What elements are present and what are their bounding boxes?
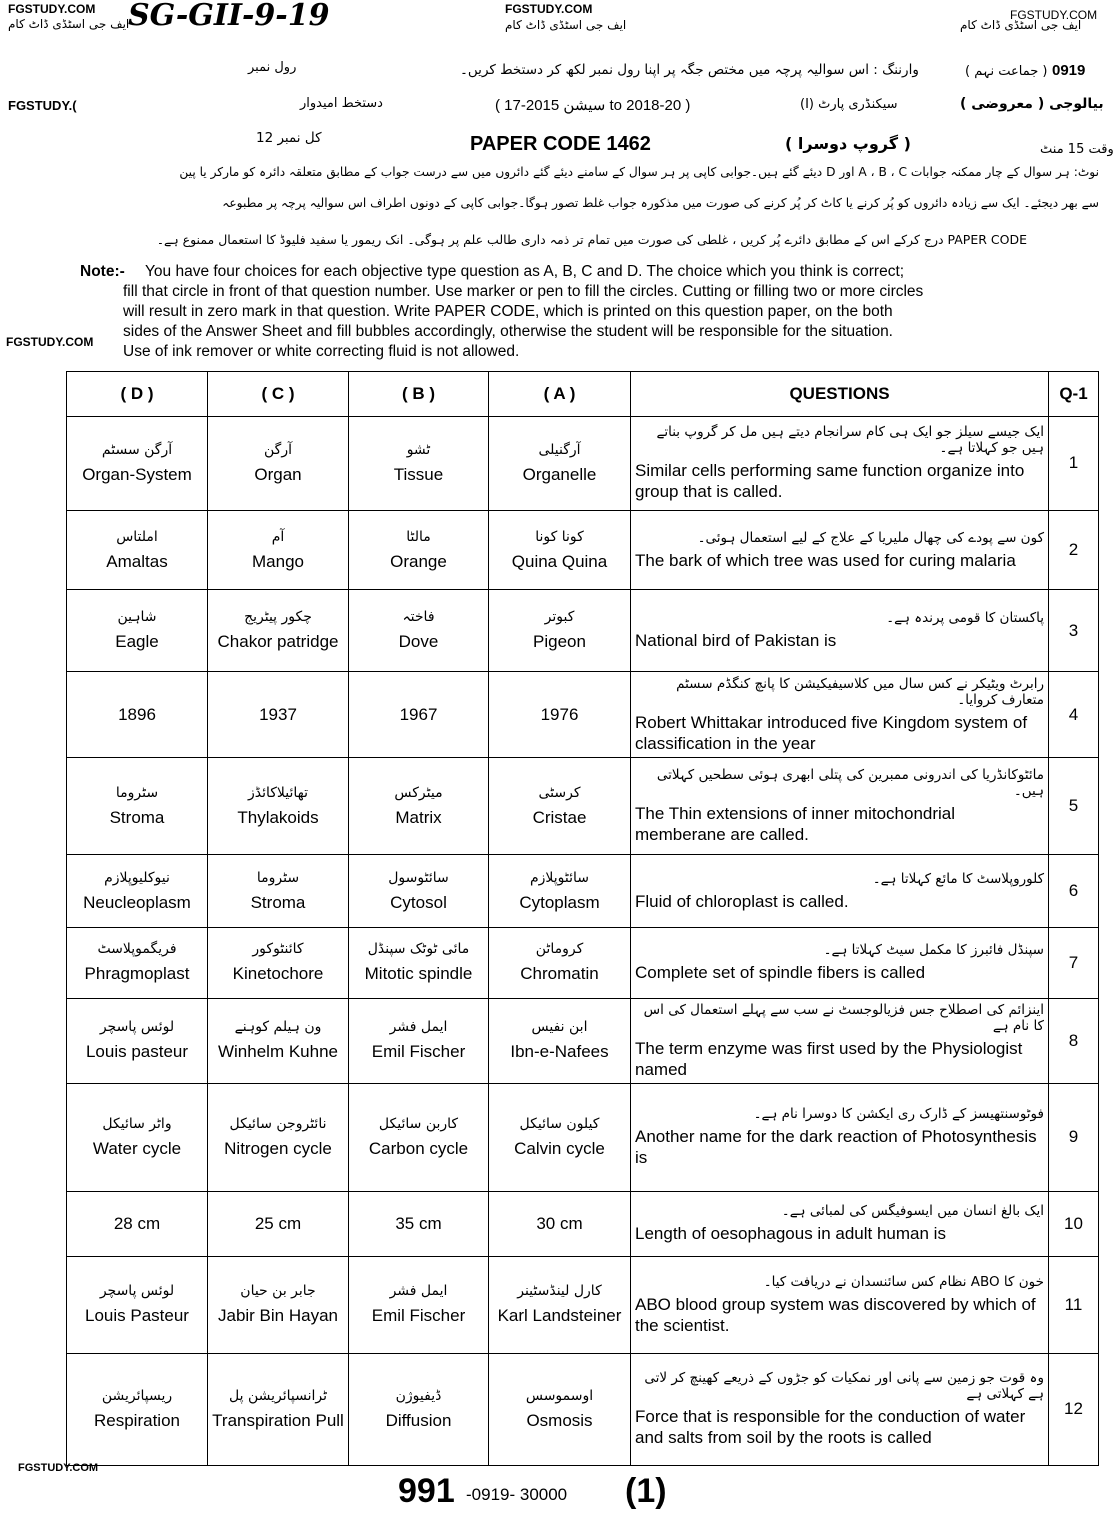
option-c-cell: [208, 510, 349, 590]
option-b-cell: [349, 510, 489, 590]
option-c-urdu: ٹرانسپائریشن پل: [229, 1387, 327, 1404]
option-a-cell: [489, 417, 631, 511]
option-a-cell: [489, 1353, 631, 1465]
header-option-b: ( B ): [349, 372, 489, 417]
footer-page-number: (1): [625, 1472, 667, 1510]
option-d-text: Eagle: [115, 632, 159, 652]
option-b-cell: [349, 927, 489, 998]
option-a-cell: [489, 1191, 631, 1256]
question-urdu: وہ قوت جو زمین سے پانی اور نمکیات کو جڑوں کے ذریعے کھینچ کر لاتی ہے کہلاتی ہے: [644, 1370, 1044, 1403]
warning-text: وارننگ : اس سوالیہ پرچہ میں مختص جگہ پر اپنا رول نمبر لکھ کر دستخط کریں۔: [460, 62, 919, 78]
option-c-text: Nitrogen cycle: [224, 1138, 332, 1158]
option-a-cell: [489, 1256, 631, 1353]
option-d-cell: [67, 510, 208, 590]
option-b-cell: [349, 417, 489, 511]
watermark-urdu-right: ایف جی اسٹڈی ڈاٹ کام: [960, 18, 1082, 32]
option-b-cell: [349, 758, 489, 855]
option-d-cell: [67, 855, 208, 927]
table-row: [67, 590, 1099, 672]
option-c-text: Chakor patridge: [217, 632, 339, 652]
watermark-top-center: FGSTUDY.COM: [505, 2, 593, 16]
option-c-cell: [208, 417, 349, 511]
watermark-top-left: FGSTUDY.COM: [8, 2, 96, 16]
option-b-text: 1967: [399, 705, 438, 725]
option-d-urdu: واٹر سائیکل: [102, 1115, 172, 1132]
table-row: [67, 999, 1099, 1084]
question-urdu: اینزائم کی اصطلاح جس فزیالوجسٹ نے سب سے پہلے استعمال کی اس کا نام ہے: [643, 1001, 1044, 1034]
watermark-urdu-center: ایف جی اسٹڈی ڈاٹ کام: [505, 18, 627, 32]
option-c-cell: [208, 927, 349, 998]
option-c-urdu: جابر بن حیان: [240, 1283, 316, 1300]
option-d-cell: [67, 590, 208, 672]
question-cell: [631, 855, 1049, 927]
class-label: ( جماعت نہم ): [965, 64, 1048, 79]
option-a-text: Ibn-e-Nafees: [510, 1042, 609, 1062]
footer-subcode: -0919- 30000: [466, 1485, 568, 1504]
question-english: The term enzyme was first used by the Physiologist named: [635, 1038, 1023, 1079]
option-b-text: Emil Fischer: [371, 1042, 466, 1062]
option-d-cell: [67, 927, 208, 998]
option-d-text: 28 cm: [113, 1214, 161, 1234]
session-text: ( سیشن 2015-17 to 2018-20 ): [495, 97, 691, 114]
table-row: [67, 1191, 1099, 1256]
option-c-text: 1937: [259, 705, 297, 725]
option-b-cell: [349, 855, 489, 927]
option-b-urdu: ایمل فشر: [389, 1019, 448, 1036]
table-row: [67, 1256, 1099, 1353]
question-cell: [631, 671, 1049, 758]
question-cell: [631, 590, 1049, 672]
table-row: [67, 758, 1099, 855]
option-c-text: Winhelm Kuhne: [217, 1042, 338, 1062]
question-english: Force that is responsible for the conduction of water and salts from soil by the roots is called: [635, 1407, 1026, 1448]
watermark-left-upper: FGSTUDY.(: [8, 98, 77, 113]
option-a-cell: [489, 590, 631, 672]
option-d-urdu: لوئس پاسچر: [99, 1019, 175, 1036]
option-c-text: Mango: [252, 551, 304, 571]
option-b-text: Mitotic spindle: [364, 964, 473, 984]
option-c-cell: [208, 590, 349, 672]
option-b-urdu: مالٹا: [406, 528, 431, 545]
option-b-text: Carbon cycle: [368, 1138, 469, 1158]
question-cell: [631, 927, 1049, 998]
option-c-text: Organ: [254, 464, 302, 484]
question-english: The bark of which tree was used for curing malaria: [635, 550, 1016, 570]
option-d-text: Neucleoplasm: [83, 892, 191, 912]
option-d-urdu: املتاس: [116, 528, 158, 545]
option-d-cell: [67, 999, 208, 1084]
option-d-text: 1896: [118, 705, 156, 725]
table-row: [67, 1353, 1099, 1465]
code-number: 0919: [1052, 62, 1086, 79]
header-questions: QUESTIONS: [631, 372, 1049, 417]
question-cell: [631, 1083, 1049, 1191]
option-d-urdu: فریگموپلاسٹ: [97, 941, 177, 958]
header-option-a: ( A ): [489, 372, 631, 417]
option-b-cell: [349, 1191, 489, 1256]
note-line-3: will result in zero mark in that question. Write PAPER CODE, which is printed on this question paper, on the both: [123, 303, 893, 320]
question-urdu: ایک بالغ انسان میں ایسوفیگس کی لمبائی ہے۔: [781, 1203, 1044, 1220]
option-b-cell: [349, 1353, 489, 1465]
note-line-5: Use of ink remover or white correcting fluid is not allowed.: [123, 343, 520, 360]
option-b-cell: [349, 1083, 489, 1191]
option-b-urdu: ٹشو: [406, 441, 431, 458]
question-number: 9: [1049, 1083, 1099, 1191]
option-d-cell: [67, 1353, 208, 1465]
option-d-cell: [67, 1083, 208, 1191]
option-c-urdu: نائٹروجن سائیکل: [229, 1115, 327, 1132]
table-row: [67, 671, 1099, 758]
option-c-urdu: سٹروما: [256, 869, 300, 886]
option-a-text: Osmosis: [526, 1410, 593, 1430]
option-d-cell: [67, 1256, 208, 1353]
table-row: [67, 510, 1099, 590]
option-a-urdu: کیلون سائیکل: [519, 1115, 600, 1132]
option-d-urdu: سٹروما: [115, 784, 159, 801]
footer-code: 991: [398, 1472, 455, 1510]
option-a-text: Quina Quina: [511, 551, 608, 571]
option-a-cell: [489, 999, 631, 1084]
option-a-text: Cytoplasm: [519, 892, 600, 912]
note-line-2: fill that circle in front of that question number. Use marker or pen to fill the circles. Cutting or filling two or more circles: [123, 283, 924, 300]
option-c-urdu: آم: [271, 528, 285, 545]
question-english: Robert Whittakar introduced five Kingdom system of classification in the year: [635, 712, 1028, 753]
questions-table: [66, 371, 1099, 1466]
option-d-cell: [67, 671, 208, 758]
candidate-sign-label: دستخط امیدوار: [300, 96, 383, 111]
option-d-text: Phragmoplast: [84, 964, 190, 984]
question-number: 4: [1049, 671, 1099, 758]
option-a-text: Organelle: [522, 464, 597, 484]
option-a-cell: [489, 758, 631, 855]
watermark-urdu-left: ایف جی اسٹڈی ڈاٹ کام: [8, 17, 130, 31]
option-c-text: 25 cm: [254, 1214, 302, 1234]
option-d-text: Respiration: [94, 1410, 180, 1430]
option-b-urdu: ایمل فشر: [389, 1283, 448, 1300]
watermark-bottom-left: FGSTUDY.COM: [18, 1462, 99, 1474]
option-c-cell: [208, 1083, 349, 1191]
option-d-cell: [67, 758, 208, 855]
question-number: 12: [1049, 1353, 1099, 1465]
table-header-row: [67, 372, 1099, 417]
part-label: سیکنڈری پارٹ (I): [800, 97, 898, 112]
option-d-text: Stroma: [109, 807, 165, 827]
question-number: 6: [1049, 855, 1099, 927]
urdu-note-line-1: نوٹ: ہر سوال کے چار ممکنہ جوابات A ، B ، C اور D دیئے گئے ہیں۔جوابی کاپی پر ہر سوال کے سامنے دیئے گئے دائروں میں سے درست جواب کے مطابق متعلقہ دائرہ کو مارکر یا پین: [179, 165, 1099, 179]
option-b-text: 35 cm: [395, 1214, 442, 1234]
option-d-urdu: ریسپائریشن: [101, 1387, 173, 1404]
option-d-cell: [67, 417, 208, 511]
option-a-urdu: کرسٹی: [538, 784, 581, 801]
question-cell: [631, 417, 1049, 511]
table-row: [67, 417, 1099, 511]
option-a-cell: [489, 1083, 631, 1191]
option-b-cell: [349, 671, 489, 758]
option-c-text: Kinetochore: [232, 964, 324, 984]
option-c-cell: [208, 1191, 349, 1256]
question-urdu: کون سے پودے کی چھال ملیریا کے علاج کے لیے استعمال ہوئی۔: [697, 529, 1044, 546]
option-d-text: Louis pasteur: [85, 1042, 189, 1062]
question-number: 11: [1049, 1256, 1099, 1353]
question-urdu: پاکستان کا قومی پرندہ ہے۔: [886, 610, 1044, 627]
option-d-urdu: نیوکلیوپلازم: [104, 869, 170, 886]
question-english: Fluid of chloroplast is called.: [635, 891, 849, 911]
question-cell: [631, 999, 1049, 1084]
note-line-4: sides of the Answer Sheet and fill bubbles accordingly, otherwise the student will be responsible for the situation.: [123, 323, 893, 340]
option-a-urdu: آرگنیلی: [538, 441, 581, 458]
urdu-note-line-2: سے بھر دیجئے۔ ایک سے زیادہ دائروں کو پُر کرنے یا کاٹ کر پُر کرنے کی صورت میں مذکورہ جواب غلط تصور ہوگا۔جوابی کاپی کے دونوں اطراف اس سوالیہ پرچہ پر مطبوعہ: [222, 196, 1099, 210]
roll-number-label: رول نمبر: [248, 60, 297, 75]
option-b-cell: [349, 999, 489, 1084]
option-c-urdu: آرگن: [264, 441, 292, 458]
question-number: 2: [1049, 510, 1099, 590]
paper-code-title: PAPER CODE 1462: [470, 133, 651, 155]
option-a-text: Calvin cycle: [514, 1138, 605, 1158]
time-label: وقت 15 منٹ: [1040, 142, 1114, 157]
option-a-urdu: اوسموسس: [525, 1387, 594, 1404]
option-b-urdu: کاربن سائیکل: [378, 1115, 459, 1132]
option-b-text: Orange: [390, 551, 447, 571]
question-english: National bird of Pakistan is: [635, 631, 837, 651]
option-d-cell: [67, 1191, 208, 1256]
subject-label: بیالوجی ( معروضی ): [960, 96, 1104, 112]
handwritten-code: SG-GII-9-19: [128, 0, 330, 33]
watermark-top-right: FGSTUDY.COM: [1010, 8, 1098, 22]
question-urdu: مائٹوکانڈریا کی اندرونی ممبرین کی پتلی ابھری ہوئی سطحیں کہلاتی ہیں۔: [656, 767, 1044, 800]
option-d-urdu: لوئس پاسچر: [99, 1283, 175, 1300]
option-a-urdu: ابن نفیس: [531, 1019, 588, 1036]
option-a-text: 30 cm: [536, 1214, 583, 1234]
question-english: Length of oesophagous in adult human is: [635, 1224, 946, 1244]
option-a-text: Pigeon: [533, 632, 586, 652]
option-b-urdu: میٹرکس: [394, 784, 443, 801]
option-b-urdu: مائی ٹوٹک سپنڈل: [367, 941, 470, 958]
option-b-cell: [349, 590, 489, 672]
question-english: Similar cells performing same function organize into group that is called.: [635, 461, 1025, 502]
option-c-text: Stroma: [250, 892, 306, 912]
option-b-cell: [349, 1256, 489, 1353]
urdu-note-line-3: PAPER CODE درج کرکے اس کے مطابق دائرے پُر کریں ، غلطی کی صورت میں تمام تر ذمہ داری طالب علم پر ہوگی۔ انک ریمور یا سفید فلیوڈ کا استعمال ممنوع ہے۔: [156, 232, 1027, 247]
table-row: [67, 1083, 1099, 1191]
option-b-text: Emil Fischer: [371, 1306, 466, 1326]
option-c-urdu: کائنٹوکور: [252, 941, 304, 958]
option-a-urdu: کونا کونا: [535, 528, 584, 545]
question-urdu: رابرٹ ویٹیکر نے کس سال میں کلاسیفیکیشن کا پانچ کنگڈم سسٹم متعارف کروایا۔: [676, 675, 1044, 708]
question-urdu: سپنڈل فائبرز کا مکمل سیٹ کہلاتا ہے۔: [823, 942, 1044, 959]
total-marks: کل نمبر 12: [256, 130, 322, 146]
header-option-c: ( C ): [208, 372, 349, 417]
question-cell: [631, 510, 1049, 590]
option-b-text: Dove: [398, 632, 439, 652]
question-number: 10: [1049, 1191, 1099, 1256]
option-d-text: Louis Pasteur: [85, 1306, 189, 1326]
option-a-urdu: کروماٹن: [535, 941, 584, 958]
option-a-text: 1976: [540, 705, 579, 725]
option-a-urdu: کبوتر: [544, 609, 575, 626]
option-b-text: Diffusion: [385, 1410, 452, 1430]
option-a-text: Chromatin: [520, 964, 599, 984]
option-a-text: Cristae: [532, 807, 587, 827]
question-cell: [631, 1256, 1049, 1353]
question-urdu: کلوروپلاسٹ کا مائع کہلاتا ہے۔: [872, 870, 1044, 887]
note-label: Note:-: [80, 263, 125, 280]
table-row: [67, 927, 1099, 998]
option-c-urdu: ون ہیلم کوہنے: [234, 1019, 322, 1036]
question-english: ABO blood group system was discovered by which of the scientist.: [635, 1294, 1036, 1335]
option-d-urdu: شاہین: [117, 609, 157, 626]
option-c-urdu: تھائیلاکائڈز: [247, 784, 309, 801]
question-number: 5: [1049, 758, 1099, 855]
question-number: 7: [1049, 927, 1099, 998]
header-q1: Q-1: [1049, 372, 1099, 417]
option-b-text: Tissue: [393, 464, 444, 484]
question-number: 3: [1049, 590, 1099, 672]
option-d-text: Amaltas: [106, 551, 168, 571]
question-english: The Thin extensions of inner mitochondrial memberane are called.: [635, 804, 956, 845]
note-line-1: You have four choices for each objective type question as A, B, C and D. The choice which you think is correct;: [145, 263, 905, 280]
option-a-cell: [489, 671, 631, 758]
question-english: Another name for the dark reaction of Photosynthesis is: [635, 1127, 1037, 1168]
option-d-text: Organ-System: [82, 464, 192, 484]
question-cell: [631, 1191, 1049, 1256]
table-row: [67, 855, 1099, 927]
question-number: 1: [1049, 417, 1099, 511]
option-c-cell: [208, 758, 349, 855]
option-b-urdu: فاختہ: [402, 609, 435, 626]
watermark-mid-left: FGSTUDY.COM: [6, 335, 94, 349]
option-c-cell: [208, 671, 349, 758]
option-c-text: Jabir Bin Hayan: [217, 1306, 338, 1326]
question-urdu: ایک جیسے سیلز جو ایک ہی کام سرانجام دیتے ہیں مل کر گروپ بناتے ہیں جو کہلاتا ہے۔: [656, 424, 1044, 457]
option-b-text: Cytosol: [390, 892, 447, 912]
option-a-cell: [489, 927, 631, 998]
option-d-text: Water cycle: [92, 1138, 182, 1158]
option-d-urdu: آرگن سسٹم: [101, 441, 173, 458]
question-english: Complete set of spindle fibers is called: [635, 963, 926, 983]
option-c-cell: [208, 999, 349, 1084]
question-urdu: فوٹوسنتھیسز کے ڈارک ری ایکشن کا دوسرا نام ہے۔: [753, 1106, 1044, 1123]
option-c-cell: [208, 855, 349, 927]
option-a-cell: [489, 855, 631, 927]
option-a-cell: [489, 510, 631, 590]
option-c-urdu: چکور پیٹریج: [244, 609, 312, 626]
option-b-urdu: سائٹوسول: [388, 869, 449, 886]
option-a-text: Karl Landsteiner: [497, 1306, 622, 1326]
option-a-urdu: کارل لینڈسٹینر: [517, 1283, 602, 1300]
option-b-urdu: ڈیفیوژن: [395, 1387, 442, 1404]
option-c-text: Transpiration Pull: [212, 1410, 344, 1430]
option-c-cell: [208, 1353, 349, 1465]
option-a-urdu: سائٹوپلازم: [529, 869, 590, 886]
question-urdu: خون کا ABO نظام کس سائنسدان نے دریافت کیا۔: [763, 1273, 1044, 1290]
option-c-text: Thylakoids: [237, 807, 319, 827]
group-label: ( گروپ دوسرا ): [785, 134, 911, 153]
question-cell: [631, 758, 1049, 855]
option-c-cell: [208, 1256, 349, 1353]
question-cell: [631, 1353, 1049, 1465]
header-option-d: ( D ): [67, 372, 208, 417]
question-number: 8: [1049, 999, 1099, 1084]
option-b-text: Matrix: [395, 807, 442, 827]
